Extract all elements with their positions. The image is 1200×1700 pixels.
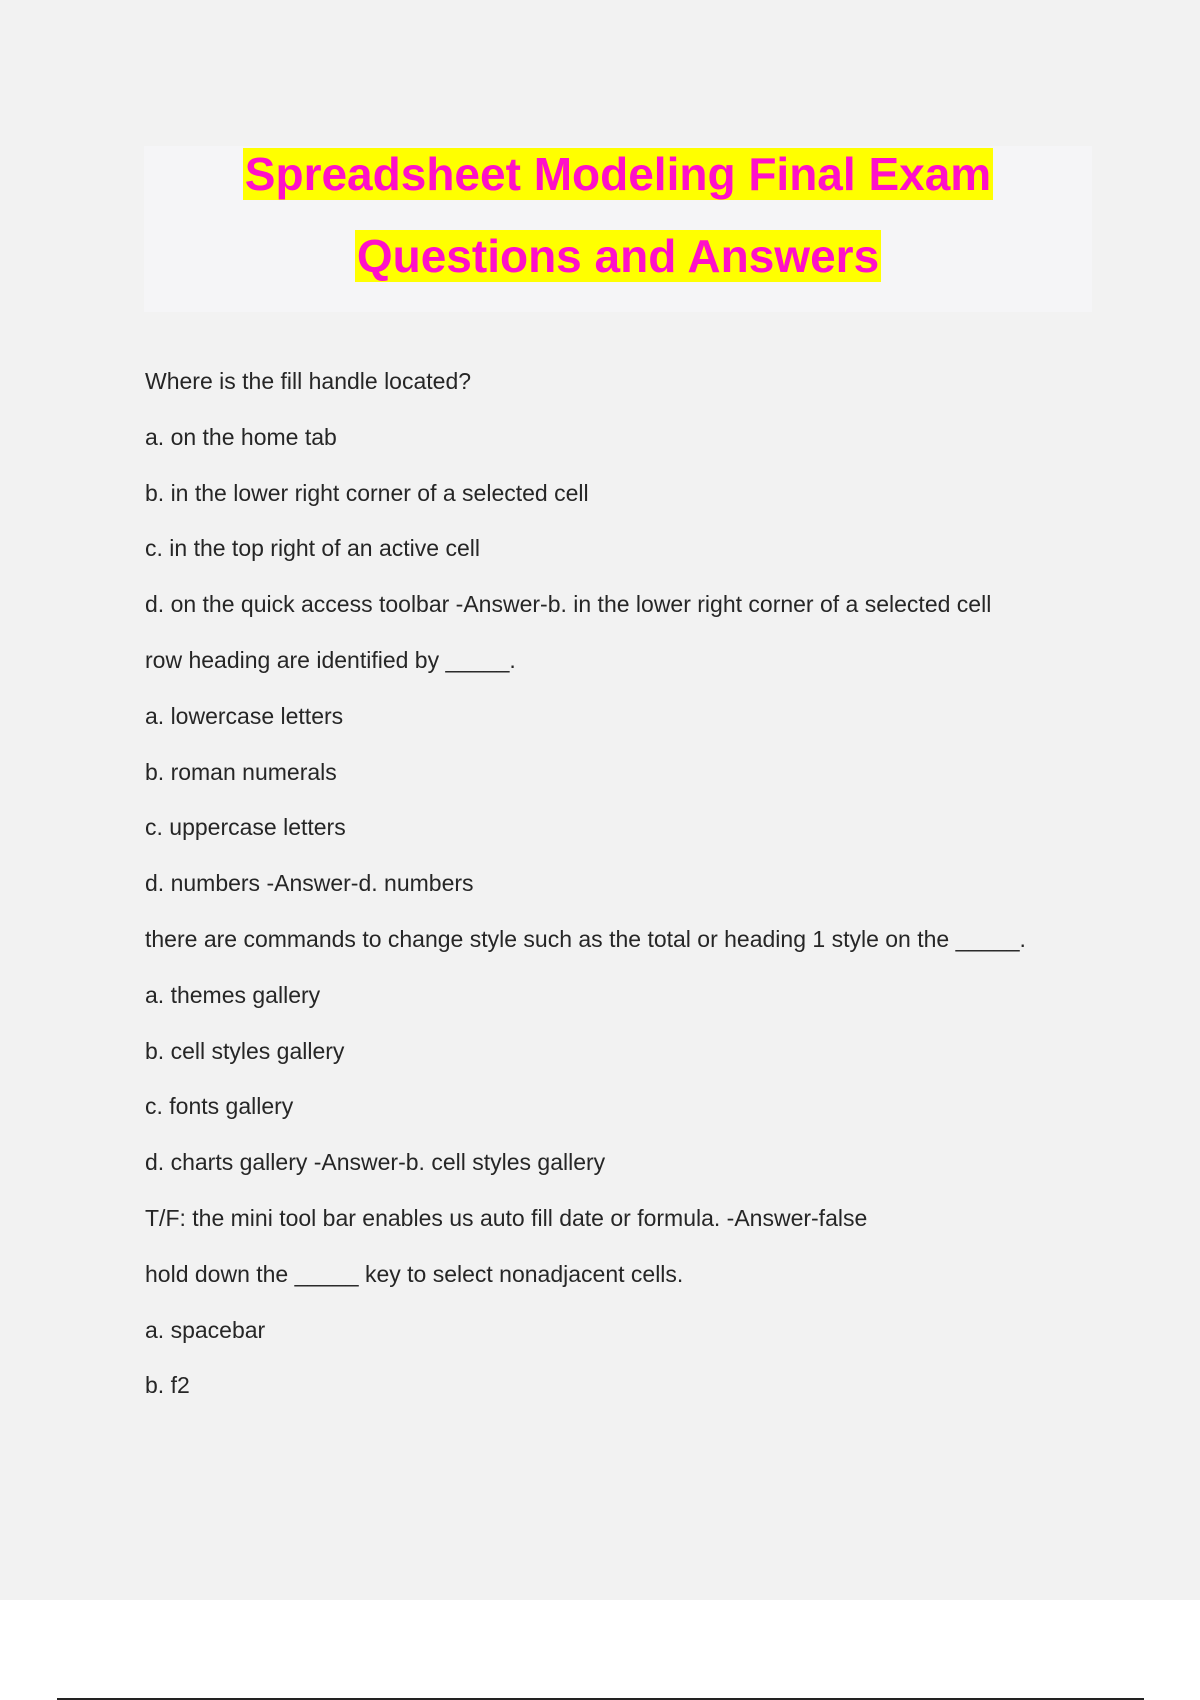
answer-option: c. uppercase letters xyxy=(145,814,346,841)
document-title-line-1 xyxy=(144,146,1092,202)
answer-option: a. on the home tab xyxy=(145,423,337,450)
answer-option: c. fonts gallery xyxy=(145,1093,294,1120)
title-highlight-1: Spreadsheet Modeling Final Exam xyxy=(244,148,992,200)
question-text: hold down the _____ key to select nonadjacent cells. xyxy=(145,1260,684,1287)
answer-option: a. lowercase letters xyxy=(145,702,344,729)
title-block xyxy=(144,146,1092,312)
answer-option: b. f2 xyxy=(145,1372,190,1399)
question-text: row heading are identified by _____. xyxy=(145,646,516,673)
document-title-line-2 xyxy=(144,228,1092,284)
true-false-question: T/F: the mini tool bar enables us auto fill date or formula. -Answer-false xyxy=(145,1204,868,1231)
answer-option-with-key: d. numbers -Answer-d. numbers xyxy=(145,870,474,897)
answer-option-with-key: d. on the quick access toolbar -Answer-b. in the lower right corner of a selected cell xyxy=(145,591,992,618)
title-highlight-2: Questions and Answers xyxy=(356,230,880,282)
question-text: Where is the fill handle located? xyxy=(145,368,472,394)
answer-option-with-key: d. charts gallery -Answer-b. cell styles gallery xyxy=(145,1149,606,1176)
answer-option: b. in the lower right corner of a selected cell xyxy=(145,479,589,506)
question-list xyxy=(145,354,1105,1414)
answer-option: a. spacebar xyxy=(145,1316,266,1343)
question-text: there are commands to change style such as the total or heading 1 style on the _____. xyxy=(145,925,1026,952)
answer-option: c. in the top right of an active cell xyxy=(145,535,480,562)
answer-option: b. roman numerals xyxy=(145,758,337,785)
answer-option: b. cell styles gallery xyxy=(145,1037,345,1064)
answer-option: a. themes gallery xyxy=(145,981,321,1008)
